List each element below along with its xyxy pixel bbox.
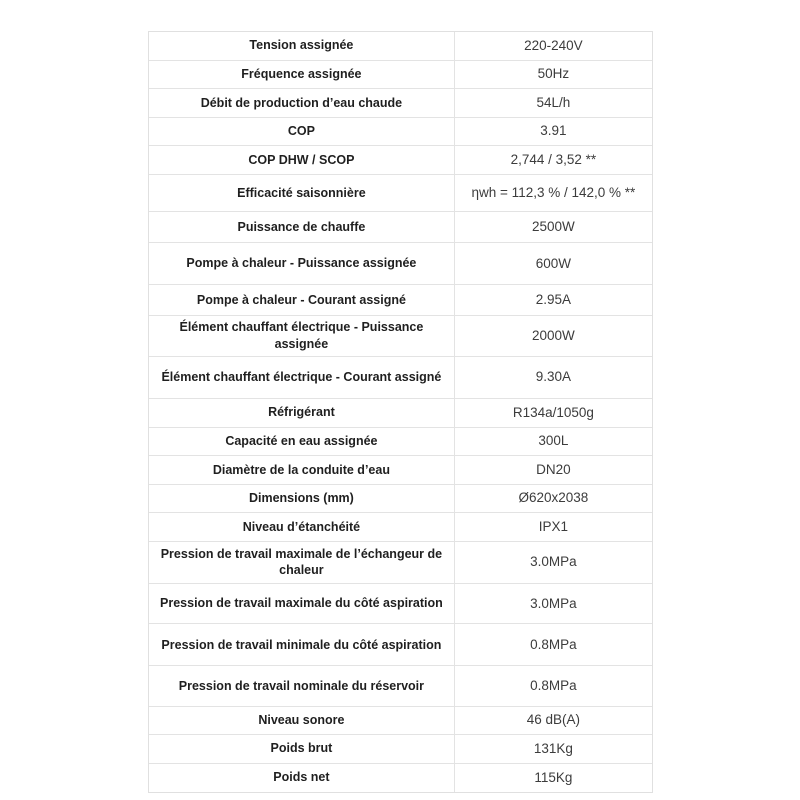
spec-label: COP	[149, 118, 455, 146]
spec-label: Poids brut	[149, 735, 455, 763]
spec-value: 220-240V	[524, 37, 583, 53]
spec-label: Niveau d’étanchéité	[149, 513, 455, 541]
spec-value: 3.91	[540, 123, 567, 139]
spec-row-refrigerant	[149, 399, 652, 428]
spec-row-pression-max-aspiration	[149, 584, 652, 625]
spec-value: 300L	[538, 433, 569, 449]
spec-label: Pression de travail maximale de l’échangeur de chaleur	[149, 542, 455, 583]
spec-row-capacite-eau	[149, 428, 652, 457]
spec-value: 2.95A	[535, 292, 572, 308]
spec-value: Ø620x2038	[518, 490, 589, 506]
spec-row-poids-brut	[149, 735, 652, 764]
spec-value: 9.30A	[535, 369, 572, 385]
spec-row-niveau-sonore	[149, 707, 652, 735]
spec-label: Poids net	[149, 764, 455, 793]
spec-value: 3.0MPa	[530, 554, 577, 570]
spec-label: Élément chauffant électrique - Courant assigné	[149, 357, 455, 398]
spec-value: 600W	[535, 255, 572, 271]
spec-row-etancheite	[149, 513, 652, 542]
spec-row-debit-eau-chaude	[149, 89, 652, 118]
spec-value: 0.8MPa	[530, 678, 577, 694]
spec-row-pac-puissance	[149, 243, 652, 285]
spec-row-pac-courant	[149, 285, 652, 316]
spec-row-element-puissance	[149, 316, 652, 357]
spec-label: COP DHW / SCOP	[149, 146, 455, 174]
spec-row-tension	[149, 32, 652, 61]
spec-row-pression-reservoir	[149, 666, 652, 707]
spec-value: R134a/1050g	[512, 404, 594, 420]
spec-table	[148, 31, 653, 793]
spec-value: 131Kg	[533, 740, 573, 756]
spec-value: 46 dB(A)	[526, 712, 581, 728]
spec-value: 2500W	[532, 219, 575, 235]
spec-row-cop-dhw-scop	[149, 146, 652, 175]
spec-label: Pression de travail maximale du côté aspiration	[149, 584, 455, 624]
spec-label: Tension assignée	[149, 32, 455, 60]
spec-row-pression-echangeur	[149, 542, 652, 584]
spec-value: 54L/h	[536, 94, 571, 110]
spec-label: Pompe à chaleur - Courant assigné	[149, 285, 455, 315]
spec-row-dimensions	[149, 485, 652, 514]
spec-row-efficacite-saisonniere	[149, 175, 652, 212]
spec-value: 2,744 / 3,52 **	[510, 152, 597, 168]
spec-label: Pompe à chaleur - Puissance assignée	[149, 243, 455, 284]
spec-label: Capacité en eau assignée	[149, 428, 455, 456]
spec-row-pression-min-aspiration	[149, 624, 652, 666]
spec-label: Niveau sonore	[149, 707, 455, 734]
spec-value: 0.8MPa	[530, 636, 577, 652]
spec-label: Pression de travail minimale du côté aspiration	[149, 624, 455, 665]
spec-label: Efficacité saisonnière	[149, 175, 455, 211]
spec-row-frequence	[149, 61, 652, 90]
spec-value: 115Kg	[534, 769, 573, 785]
spec-row-puissance-chauffe	[149, 212, 652, 243]
spec-value: IPX1	[538, 519, 569, 535]
spec-row-cop	[149, 118, 652, 147]
spec-label: Diamètre de la conduite d’eau	[149, 456, 455, 484]
spec-value: 50Hz	[537, 66, 570, 82]
spec-label: Dimensions (mm)	[149, 485, 455, 513]
spec-label: Fréquence assignée	[149, 61, 455, 89]
spec-label: Pression de travail nominale du réservoir	[149, 666, 455, 706]
spec-value: DN20	[536, 461, 571, 477]
spec-row-element-courant	[149, 357, 652, 399]
spec-value: ηwh = 112,3 % / 142,0 % **	[471, 185, 636, 200]
spec-row-diametre-conduite	[149, 456, 652, 485]
spec-label: Réfrigérant	[149, 399, 455, 427]
spec-value: 3.0MPa	[530, 595, 577, 611]
spec-row-poids-net	[149, 764, 652, 793]
spec-label: Puissance de chauffe	[149, 212, 455, 242]
spec-label: Débit de production d’eau chaude	[149, 89, 455, 117]
spec-label: Élément chauffant électrique - Puissance assignée	[149, 316, 455, 356]
spec-value: 2000W	[532, 328, 575, 344]
